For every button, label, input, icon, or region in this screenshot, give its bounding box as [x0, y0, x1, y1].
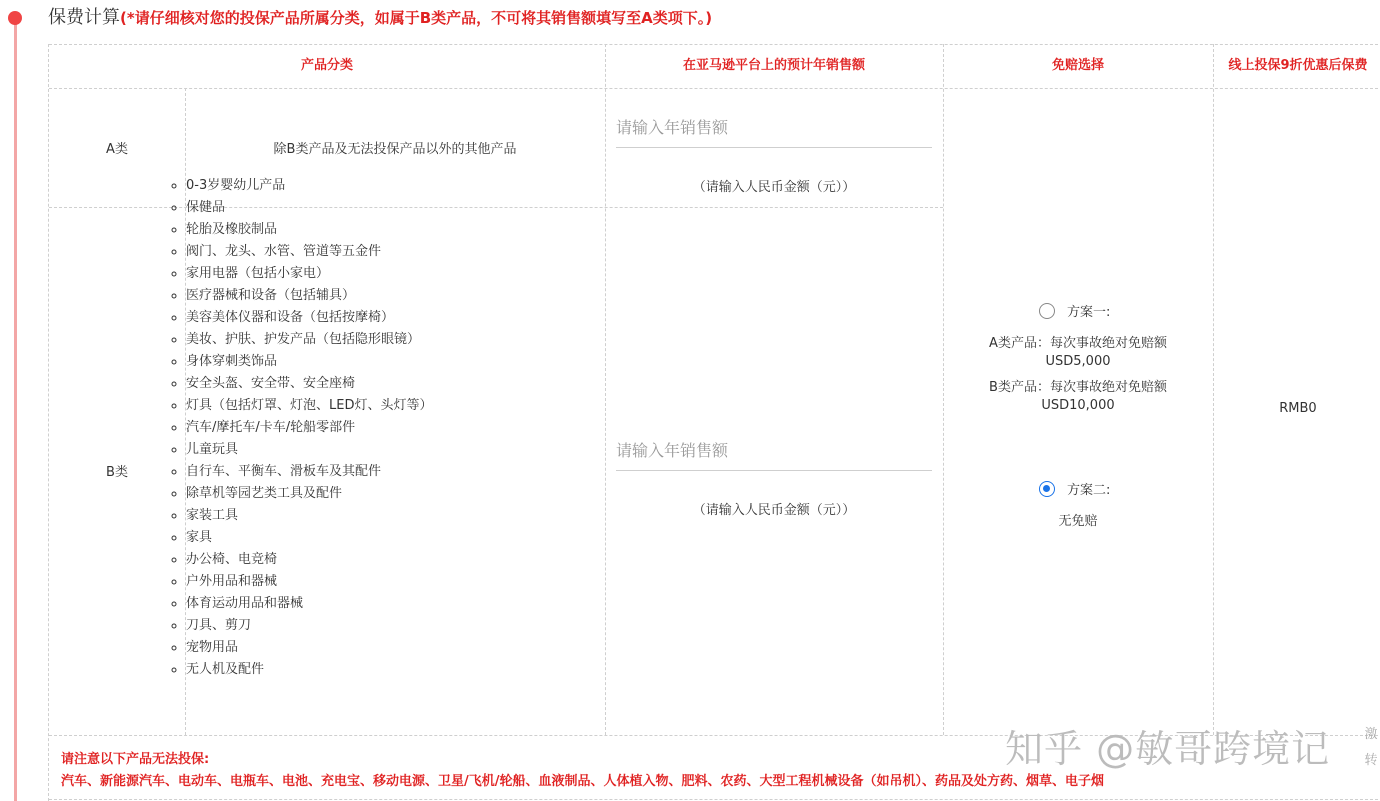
- sales-input-b[interactable]: [616, 430, 932, 471]
- category-b-item: ◦ 安全头盔、安全带、安全座椅: [186, 373, 432, 395]
- category-a-description: 除B类产品及无法投保产品以外的其他产品: [273, 142, 517, 157]
- notice-title: 请注意以下产品无法投保:: [61, 752, 210, 767]
- category-b-item-list: [168, 175, 432, 681]
- plan1-line-a: A类产品：每次事故绝对免赔额: [989, 336, 1167, 351]
- plan1-label: 方案一:: [1067, 305, 1111, 320]
- timeline-dot: [8, 11, 22, 25]
- category-b-item: ◦ 家具: [186, 527, 432, 549]
- category-b-item: ◦ 儿童玩具: [186, 439, 432, 461]
- category-b-item: ◦ 家用电器（包括小家电）: [186, 263, 432, 285]
- category-b-item: ◦ 0-3岁婴幼儿产品: [186, 175, 432, 197]
- section-title: [48, 6, 712, 30]
- plan1-amount-b: USD10,000: [1041, 398, 1115, 413]
- category-b-item: ◦ 自行车、平衡车、滑板车及其配件: [186, 461, 432, 483]
- category-b-item: ◦ 轮胎及橡胶制品: [186, 219, 432, 241]
- sales-hint-a: （请输入人民币金额（元））: [692, 180, 856, 195]
- category-b-item: ◦ 刀具、剪刀: [186, 615, 432, 637]
- notice-bottom: [49, 799, 1380, 800]
- category-b-item: ◦ 阀门、龙头、水管、管道等五金件: [186, 241, 432, 263]
- header-deductible: 免赔选择: [1051, 58, 1104, 73]
- category-b-item: ◦ 医疗器械和设备（包括辅具）: [186, 285, 432, 307]
- plan2-option[interactable]: [1039, 479, 1110, 498]
- category-b-item: ◦ 美容美体仪器和设备（包括按摩椅）: [186, 307, 432, 329]
- category-b-item: ◦ 汽车/摩托车/卡车/轮船零部件: [186, 417, 432, 439]
- side-glyphs: [1362, 722, 1380, 774]
- plan1-option[interactable]: [1039, 301, 1110, 320]
- plan2-label: 方案二:: [1067, 483, 1111, 498]
- sales-input-a[interactable]: [616, 107, 932, 148]
- plan1-line-b: B类产品：每次事故绝对免赔额: [989, 380, 1167, 395]
- category-a-label: A类: [106, 142, 128, 157]
- plan2-radio[interactable]: [1039, 481, 1055, 497]
- notice-items: 汽车、新能源汽车、电动车、电瓶车、电池、充电宝、移动电源、卫星/飞机/轮船、血液制品、人体植入物、肥料、农药、大型工程机械设备（如吊机）、药品及处方药、烟草、电子烟: [61, 774, 1104, 789]
- category-b-item: ◦ 体育运动用品和器械: [186, 593, 432, 615]
- category-b-item: ◦ 美妆、护肤、护发产品（包括隐形眼镜）: [186, 329, 432, 351]
- uninsurable-notice: [61, 749, 1104, 793]
- side-glyph-bottom: 转: [1364, 753, 1378, 768]
- premium-value: RMB0: [1279, 401, 1317, 416]
- header-category: 产品分类: [300, 58, 353, 73]
- category-b-item: ◦ 灯具（包括灯罩、灯泡、LED灯、头灯等）: [186, 395, 432, 417]
- category-b-item: ◦ 保健品: [186, 197, 432, 219]
- watermark-text: 知乎 @敏哥跨境记: [1005, 727, 1331, 771]
- section-warning-note: (*请仔细核对您的投保产品所属分类，如属于B类产品，不可将其销售额填写至A类项下。): [120, 9, 713, 27]
- plan1-radio[interactable]: [1039, 303, 1055, 319]
- category-b-item: ◦ 办公椅、电竞椅: [186, 549, 432, 571]
- category-b-item: ◦ 身体穿刺类饰品: [186, 351, 432, 373]
- plan1-amount-a: USD5,000: [1045, 354, 1111, 369]
- category-b-item: ◦ 宠物用品: [186, 637, 432, 659]
- sales-hint-b: （请输入人民币金额（元））: [692, 503, 856, 518]
- header-sales: 在亚马逊平台上的预计年销售额: [682, 58, 865, 73]
- category-b-item: ◦ 家装工具: [186, 505, 432, 527]
- category-b-label: B类: [106, 465, 128, 480]
- header-premium: 线上投保9折优惠后保费: [1228, 58, 1368, 73]
- header-divider: [49, 88, 1380, 89]
- category-b-item: ◦ 户外用品和器械: [186, 571, 432, 593]
- section-title-text: 保费计算: [48, 7, 120, 28]
- plan2-description: 无免赔: [1058, 514, 1098, 529]
- category-b-item: ◦ 无人机及配件: [186, 659, 432, 681]
- timeline-line: [14, 20, 17, 801]
- side-glyph-top: 激: [1364, 727, 1378, 742]
- col-divider-sales: [605, 44, 606, 735]
- category-b-item: ◦ 除草机等园艺类工具及配件: [186, 483, 432, 505]
- col-divider-premium: [1213, 44, 1214, 735]
